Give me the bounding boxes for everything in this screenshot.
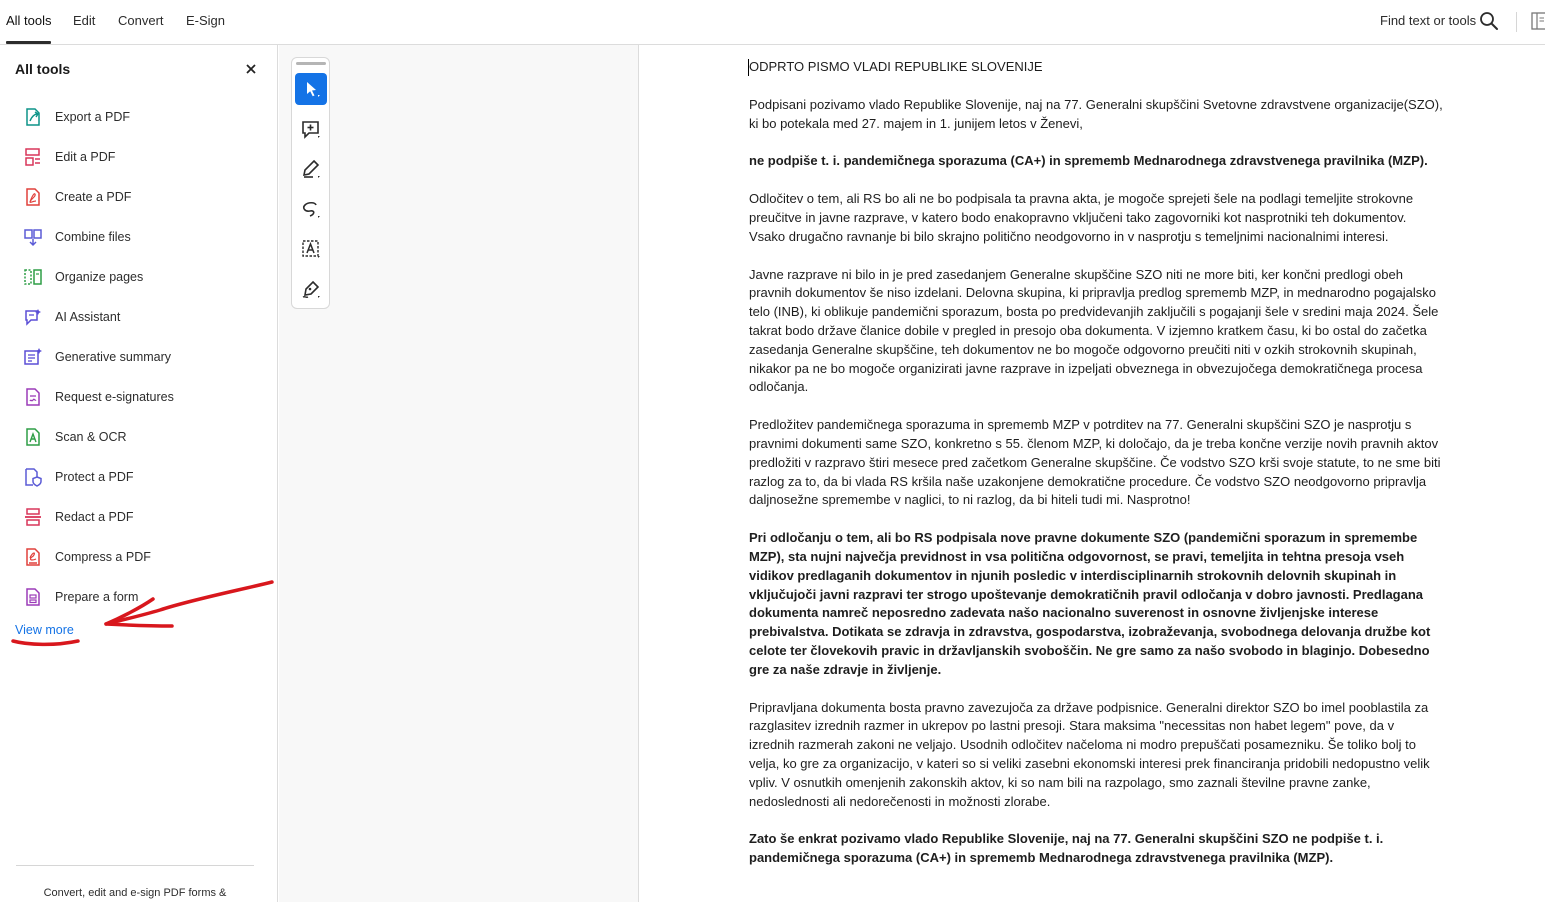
highlight-tool-button[interactable] bbox=[295, 153, 327, 185]
search-icon[interactable] bbox=[1479, 11, 1499, 31]
tool-combine-files[interactable] bbox=[14, 222, 264, 252]
document-paragraph: Predložitev pandemičnega sporazuma in sprememb MZP v potrditev na 77. Generalni skupščini SZO je nasprotju s pravnimi dokumenti same SZO, konkretno s 55. členom MZP, ki določajo, da je treba končne verzije novih pravnih aktov predložiti v razpravo štiri mesece pred začetkom Generalne skupščine. Če vodstvo SZO krši svoje statute, to ne sme biti razlog za to, da bi vlada RS kršila naše uzakonjene demokratične procedure. Če vodstvo SZO neodgovorno pripravlja daljnosežne spremembe v naglici, to ni razlog, da bi hiteli tudi mi. Nasprotno! bbox=[749, 417, 1441, 508]
tool-label: Edit a PDF bbox=[55, 150, 116, 164]
tab-convert[interactable]: Convert bbox=[118, 13, 164, 28]
document-paragraph: Podpisani pozivamo vlado Republike Slovenije, naj na 77. Generalni skupščini Svetovne zdravstvene organizacije(SZO), ki bo potekala med 27. majem in 1. junijem letos v Ženevi, bbox=[749, 96, 1443, 131]
quick-tools-column bbox=[279, 45, 639, 902]
close-icon[interactable] bbox=[244, 62, 258, 76]
tool-protect-pdf[interactable] bbox=[14, 462, 264, 492]
organize-pages-icon bbox=[23, 267, 43, 287]
tool-prepare-form[interactable] bbox=[14, 582, 264, 612]
document-paragraph: Pri odločanju o tem, ali bo RS podpisala nove pravne dokumente SZO (pandemični sporazum in spremembe MZP), sta nujni največja previdnost in vsa politična odgovornost, se pravi, temeljita in tehtna presoja vseh vidikov predlaganih dokumentov in njunih posledic v interdisciplinarnih strokovnih delovnih skupinah in vključujoči javni razpravi ter strogo upoštevanje demokratičnih pravil odločanja v dobro javnosti. Predlagana dokumenta namreč neposredno zadevata našo nacionalno suverenost in osnovne življenjske interese prebivalstva. Dotikata se zdravja in zdravstva, gospodarstva, izobraževanja, svobodnega delovanja družbe kot celote ter človekovih pravic in državljanskih svoboščin. Ne gre samo za našo svobodo in blaginjo. Dobesedno gre za naše zdravje in življenje. bbox=[749, 530, 1431, 677]
tab-edit[interactable]: Edit bbox=[73, 13, 96, 28]
add-comment-tool-button[interactable] bbox=[295, 113, 327, 145]
tool-label: AI Assistant bbox=[55, 310, 121, 324]
document-title: ODPRTO PISMO VLADI REPUBLIKE SLOVENIJE bbox=[749, 59, 1043, 74]
compress-pdf-icon bbox=[23, 547, 43, 567]
view-more-link[interactable]: View more bbox=[15, 623, 74, 637]
prepare-form-icon bbox=[23, 587, 43, 607]
sign-pen-icon bbox=[301, 279, 321, 299]
cursor-arrow-icon bbox=[301, 79, 321, 99]
tool-export-pdf[interactable] bbox=[14, 102, 264, 132]
select-tool-button[interactable] bbox=[295, 73, 327, 105]
tab-esign[interactable]: E-Sign bbox=[186, 13, 226, 28]
tool-label: Protect a PDF bbox=[55, 470, 134, 484]
tool-label: Prepare a form bbox=[55, 590, 139, 604]
tool-label: Compress a PDF bbox=[55, 550, 151, 564]
document-body bbox=[749, 58, 1443, 887]
tool-label: Combine files bbox=[55, 230, 131, 244]
tool-label: Generative summary bbox=[55, 350, 172, 364]
toolbar-separator bbox=[1516, 12, 1517, 32]
highlighter-pen-icon bbox=[301, 159, 321, 179]
document-paragraph: Pripravljana dokumenta bosta pravno zavezujoča za države podpisnice. Generalni direktor SZO bo imel pooblastila za razglasitev izrednih razmer in ukrepov po lastni presoji. Stara maksima "necessitas non habet legem" pove, da v izrednih razmerah zakoni ne veljajo. Usodnih odločitev načeloma ni modro prepuščati posamezniku. Še toliko bolj to velja, ko gre za organizacijo, v kateri so si veliki zasebni ekonomski interesi prek financiranja pridobili nedopustno velik vpliv. V osnutkih omenjenih zakonskih aktov, ki so nam bili na razpolago, smo zaznali številne pravne zanke, nedoslednosti ali nedorečenosti in možnosti zlorabe. bbox=[749, 699, 1430, 809]
text-select-icon bbox=[301, 239, 321, 259]
tool-edit-pdf[interactable] bbox=[14, 142, 264, 172]
tool-label: Export a PDF bbox=[55, 110, 131, 124]
panel-title: All tools bbox=[15, 61, 71, 77]
document-paragraph: Odločitev o tem, ali RS bo ali ne bo podpisala ta pravna akta, je mogoče sprejeti šele na podlagi temeljite strokovne preučitve in javne razprave, v katero bodo enakopravno vključeni tako zagovorniki kot nasprotniki teh dokumentov. Vsako drugačno ravnanje bi bilo skrajno politično neodgovorno in v nasprotju s temeljnimi nacionalnimi interesi. bbox=[749, 191, 1414, 244]
document-paragraph: Javne razprave ni bilo in je pred zasedanjem Generalne skupščine SZO niti ne more biti, ker končni predlogi obeh pravnih dokumentov še niso izdelani. Delovna skupina, ki pripravlja predlog sprememb MZP, in mednarodno pogajalsko telo (INB), ki oblikuje pandemični sporazum, bosta po predvidevanjih zaključili s pogajanji šele v sredini maja 2024. Šele takrat bodo države članice dobile v pregled in presojo oba dokumenta. V izjemno kratkem času, ki bo ostal do začetka zasedanja Generalne skupščine, teh dokumentov ne bo mogoče odgovorno preučiti niti v ozkih strokovnih skupinah, nikakor pa ne bo mogoče organizirati javne razprave in izpeljati obveznega in obvezujočega demokratičnega procesa odločanja. bbox=[749, 266, 1439, 395]
tab-all-tools[interactable]: All tools bbox=[6, 13, 52, 28]
tool-label: Redact a PDF bbox=[55, 510, 134, 524]
tool-label: Request e-signatures bbox=[55, 390, 174, 404]
tool-label: Organize pages bbox=[55, 270, 144, 284]
freehand-draw-icon bbox=[301, 199, 321, 219]
quick-tools-toolbar bbox=[291, 57, 330, 309]
tool-organize-pages[interactable] bbox=[14, 262, 264, 292]
create-pdf-icon bbox=[23, 187, 43, 207]
tool-scan-ocr[interactable] bbox=[14, 422, 264, 452]
export-pdf-icon bbox=[23, 107, 43, 127]
edit-pdf-icon bbox=[23, 147, 43, 167]
draw-tool-button[interactable] bbox=[295, 193, 327, 225]
scan-ocr-icon bbox=[23, 427, 43, 447]
add-comment-icon bbox=[301, 119, 321, 139]
tool-create-pdf[interactable] bbox=[14, 182, 264, 212]
tool-request-esignatures[interactable] bbox=[14, 382, 264, 412]
generative-summary-icon bbox=[23, 347, 43, 367]
document-paragraph: Zato še enkrat pozivamo vlado Republike Slovenije, naj na 77. Generalni skupščini SZO ne podpiše t. i. pandemičnega sporazuma (CA+) in sprememb Mednarodnega zdravstvenega pravilnika (MZP). bbox=[749, 831, 1384, 866]
document-paragraph: ne podpiše t. i. pandemičnega sporazuma (CA+) in sprememb Mednarodnega zdravstvenega pravilnika (MZP). bbox=[749, 153, 1428, 169]
tool-ai-assistant[interactable] bbox=[14, 302, 264, 332]
tool-redact-pdf[interactable] bbox=[14, 502, 264, 532]
text-box-tool-button[interactable] bbox=[295, 233, 327, 265]
sign-tool-button[interactable] bbox=[295, 273, 327, 305]
tool-label: Create a PDF bbox=[55, 190, 132, 204]
right-panel-toggle-icon[interactable] bbox=[1531, 12, 1545, 30]
tool-compress-pdf[interactable] bbox=[14, 542, 264, 572]
document-page[interactable] bbox=[640, 45, 1545, 902]
protect-pdf-icon bbox=[23, 467, 43, 487]
find-text-or-tools[interactable]: Find text or tools bbox=[1380, 13, 1477, 28]
tool-generative-summary[interactable] bbox=[14, 342, 264, 372]
request-esignatures-icon bbox=[23, 387, 43, 407]
active-tab-indicator bbox=[6, 41, 51, 44]
toolbar-drag-handle[interactable] bbox=[296, 62, 326, 65]
ai-assistant-icon bbox=[23, 307, 43, 327]
panel-footer-text: Convert, edit and e-sign PDF forms & bbox=[43, 887, 227, 899]
all-tools-panel bbox=[0, 45, 278, 902]
top-menu-bar bbox=[0, 0, 1545, 45]
panel-divider bbox=[16, 865, 254, 866]
tool-label: Scan & OCR bbox=[55, 430, 127, 444]
redact-pdf-icon bbox=[23, 507, 43, 527]
combine-files-icon bbox=[23, 227, 43, 247]
